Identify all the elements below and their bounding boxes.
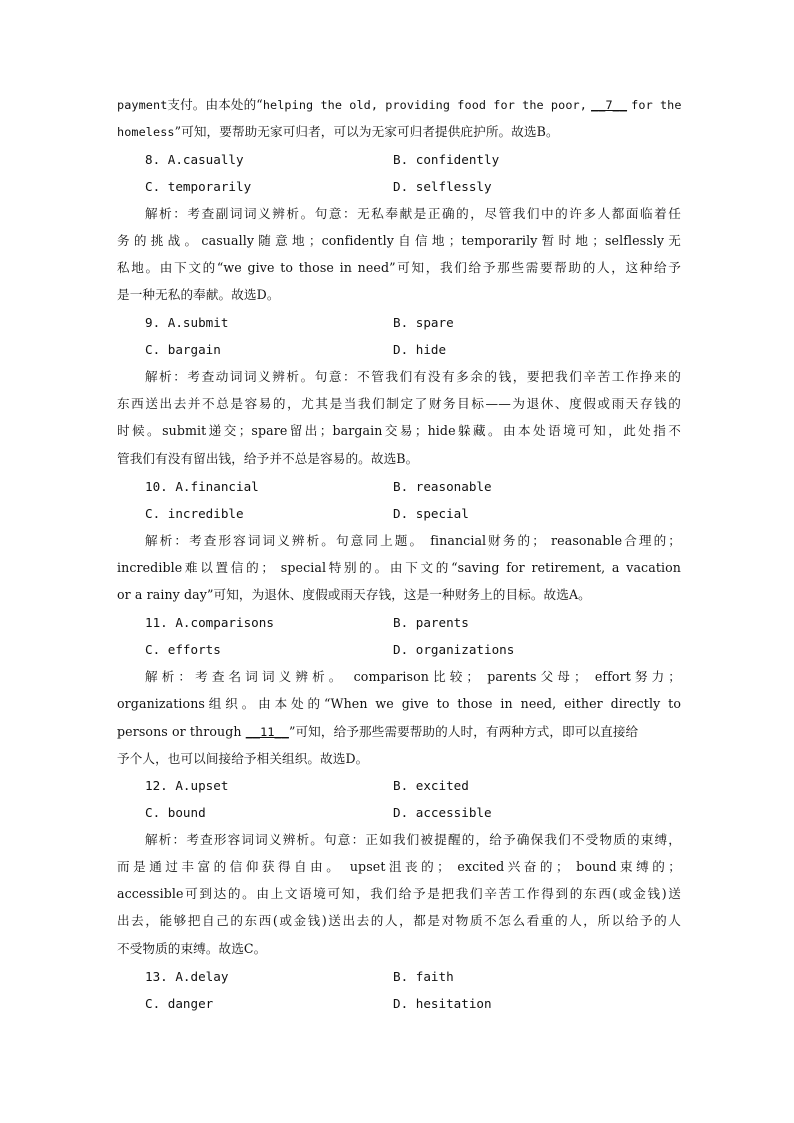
q12-explanation-line-2: 而是通过丰富的信仰获得自由。 upset沮丧的； excited兴奋的； bound束缚的； [117, 859, 681, 874]
q12-explanation-line-5: 不受物质的束缚。故选C。 [117, 941, 267, 956]
q12-option-d: D. accessible [393, 805, 492, 820]
q10-explanation-line-1: 解析：考查形容词词义辨析。句意同上题。 financial财务的； reasonable合理的； [145, 533, 681, 548]
q8-explanation-line-4: 是一种无私的奉献。故选D。 [117, 287, 280, 302]
q10-explanation-line-3: or a rainy day”可知，为退休、度假或雨天存钱，这是一种财务上的目标。故选A。 [117, 587, 591, 602]
q12-option-c: C. bound [145, 805, 206, 820]
q11-option-c: C. efforts [145, 642, 221, 657]
q8-explanation-line-2: 务的挑战。casually随意地；confidently自信地；temporarily暂时地；selflessly无 [117, 233, 681, 248]
q9-explanation-line-1: 解析：考查动词词义辨析。句意：不管我们有没有多余的钱，要把我们辛苦工作挣来的 [145, 369, 681, 384]
q13-option-b: B. faith [393, 969, 454, 984]
q8-option-d: D. selflessly [393, 179, 492, 194]
q11-explanation-line-4: 予个人，也可以间接给予相关组织。故选D。 [117, 751, 369, 766]
q8-option-a: 8. A.casually [145, 152, 244, 167]
q12-explanation-line-4: 出去，能够把自己的东西(或金钱)送出去的人，都是对物质不怎么看重的人，所以给予的人 [117, 913, 681, 928]
q9-explanation-line-2: 东西送出去并不总是容易的，尤其是当我们制定了财务目标——为退休、度假或雨天存钱的 [117, 396, 681, 411]
q10-option-d: D. special [393, 506, 469, 521]
q10-option-b: B. reasonable [393, 479, 492, 494]
q11-explanation-line-2: organizations组织。由本处的“When we give to those in need, either directly to [117, 696, 681, 711]
q7-explanation-line-1: payment支付。由本处的“helping the old, providing food for the poor, __7__ for the [117, 97, 682, 112]
q12-option-b: B. excited [393, 778, 469, 793]
blank-7: __7__ [591, 98, 628, 112]
q8-explanation-line-3: 私地。由下文的“we give to those in need”可知，我们给予那些需要帮助的人，这种给予 [117, 260, 681, 275]
q11-option-d: D. organizations [393, 642, 515, 657]
q12-explanation-line-1: 解析：考查形容词词义辨析。句意：正如我们被提醒的，给予确保我们不受物质的束缚， [145, 832, 681, 847]
q13-option-a: 13. A.delay [145, 969, 229, 984]
q13-option-c: C. danger [145, 996, 214, 1011]
q9-option-d: D. hide [393, 342, 447, 357]
q9-explanation-line-3: 时候。submit递交；spare留出；bargain交易；hide躲藏。由本处语境可知，此处指不 [117, 423, 681, 438]
q9-explanation-line-4: 管我们有没有留出钱，给予并不总是容易的。故选B。 [117, 451, 419, 466]
q8-option-b: B. confidently [393, 152, 500, 167]
q11-explanation-line-3: persons or through __11__”可知，给予那些需要帮助的人时，有两种方式，即可以直接给 [117, 724, 639, 739]
q10-option-c: C. incredible [145, 506, 244, 521]
q8-option-c: C. temporarily [145, 179, 252, 194]
q9-option-c: C. bargain [145, 342, 221, 357]
q9-option-b: B. spare [393, 315, 454, 330]
blank-11: __11__ [245, 725, 289, 739]
q11-option-a: 11. A.comparisons [145, 615, 274, 630]
q7-explanation-line-2: homeless”可知，要帮助无家可归者，可以为无家可归者提供庇护所。故选B。 [117, 124, 559, 139]
q10-option-a: 10. A.financial [145, 479, 259, 494]
q11-explanation-line-1: 解析：考查名词词义辨析。 comparison比较； parents父母； effort努力； [145, 669, 681, 684]
q12-explanation-line-3: accessible可到达的。由上文语境可知，我们给予是把我们辛苦工作得到的东西(或金钱)送 [117, 886, 681, 901]
q11-option-b: B. parents [393, 615, 469, 630]
q9-option-a: 9. A.submit [145, 315, 229, 330]
q10-explanation-line-2: incredible难以置信的； special特别的。由下文的“saving for retirement, a vacation [117, 560, 681, 575]
q13-option-d: D. hesitation [393, 996, 492, 1011]
q8-explanation-line-1: 解析：考查副词词义辨析。句意：无私奉献是正确的，尽管我们中的许多人都面临着任 [145, 206, 681, 221]
q12-option-a: 12. A.upset [145, 778, 229, 793]
